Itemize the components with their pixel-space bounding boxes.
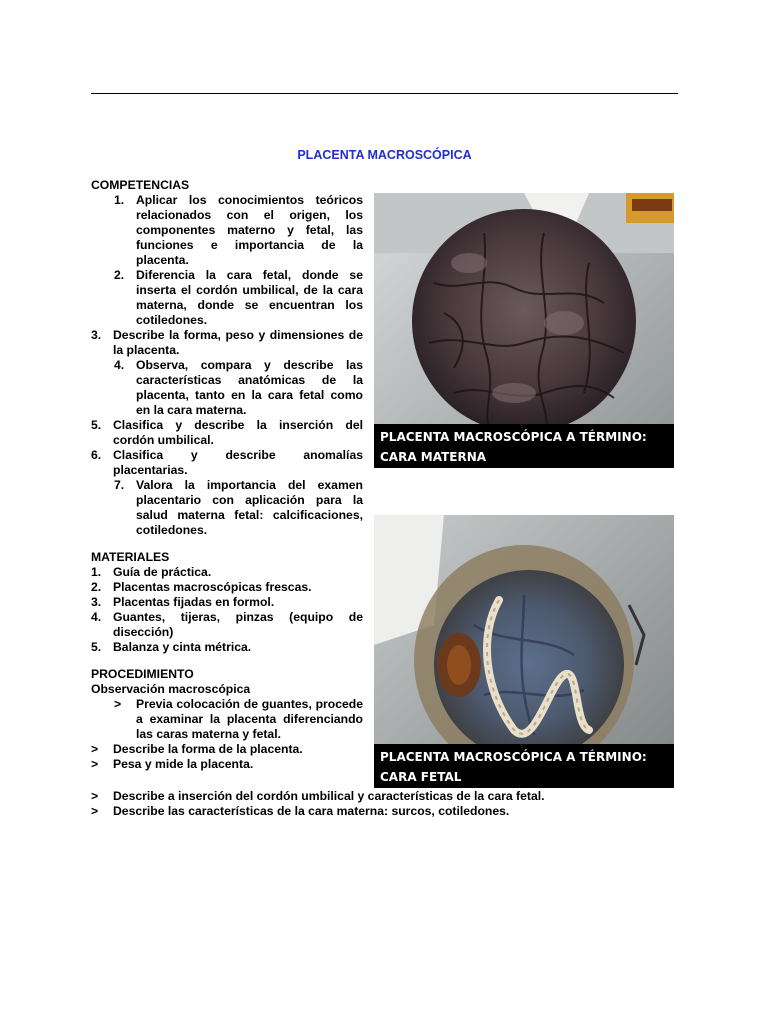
item-number: 1. [91, 565, 102, 579]
material-item [91, 565, 363, 580]
procedimiento-item [91, 697, 363, 742]
caption-line: PLACENTA MACROSCÓPICA A TÉRMINO: [380, 750, 647, 764]
item-text: Pesa y mide la placenta. [113, 757, 254, 771]
item-text: Aplicar los conocimientos teóricos relacionados con el origen, los componentes materno y fetal, las funciones e importancia de la placenta. [136, 193, 363, 267]
caption-line: CARA FETAL [380, 770, 462, 784]
placenta-fetal-photo [374, 515, 674, 788]
material-item [91, 580, 363, 595]
item-number: 4. [91, 610, 102, 624]
item-number: 1. [114, 193, 125, 207]
item-text: Describe las características de la cara materna: surcos, cotiledones. [113, 804, 510, 818]
item-text: Clasifica y describe anomalías placentarias. [113, 448, 363, 477]
item-text: Clasifica y describe la inserción del cordón umbilical. [113, 418, 363, 447]
competencia-item [91, 268, 363, 328]
item-number: 5. [91, 418, 102, 432]
header-rule [91, 93, 678, 94]
material-item [91, 640, 363, 655]
item-number: 2. [91, 580, 102, 594]
item-bullet: > [91, 804, 99, 818]
item-bullet: > [91, 789, 99, 803]
item-text: Valora la importancia del examen placentario con aplicación para la salud materna fetal: calcificaciones, cotiledones. [136, 478, 363, 537]
procedimiento-subheading: Observación macroscópica [91, 682, 251, 696]
procedimiento-item [91, 789, 681, 804]
competencia-item [91, 193, 363, 268]
item-text: Placentas fijadas en formol. [113, 595, 275, 609]
left-text-column [91, 178, 363, 772]
item-number: 3. [91, 595, 102, 609]
competencia-item [91, 478, 363, 538]
procedimiento-item [91, 742, 363, 757]
material-item [91, 610, 363, 640]
competencia-item [91, 448, 363, 478]
caption-line: CARA MATERNA [380, 450, 487, 464]
procedimiento-item [91, 804, 681, 819]
item-text: Previa colocación de guantes, procede a examinar la placenta diferenciando las caras materna y fetal. [136, 697, 363, 741]
item-bullet: > [114, 697, 122, 711]
procedimiento-heading: PROCEDIMIENTO [91, 667, 194, 681]
item-text: Diferencia la cara fetal, donde se inserta el cordón umbilical, de la cara materna, donde se encuentran los cotiledones. [136, 268, 363, 327]
item-number: 4. [114, 358, 125, 372]
caption-line: PLACENTA MACROSCÓPICA A TÉRMINO: [380, 430, 647, 444]
item-number: 5. [91, 640, 102, 654]
item-text: Balanza y cinta métrica. [113, 640, 252, 654]
materiales-heading: MATERIALES [91, 550, 170, 564]
competencia-item [91, 328, 363, 358]
item-bullet: > [91, 742, 99, 756]
procedimiento-wide-lines [91, 789, 681, 819]
item-text: Placentas macroscópicas frescas. [113, 580, 312, 594]
placenta-maternal-photo [374, 193, 674, 468]
item-number: 3. [91, 328, 102, 342]
procedimiento-item [91, 757, 363, 772]
item-number: 6. [91, 448, 102, 462]
item-text: Describe a inserción del cordón umbilical y características de la cara fetal. [113, 789, 545, 803]
competencia-item [91, 358, 363, 418]
item-bullet: > [91, 757, 99, 771]
competencia-item [91, 418, 363, 448]
competencias-heading: COMPETENCIAS [91, 178, 190, 192]
item-text: Guía de práctica. [113, 565, 212, 579]
item-text: Describe la forma, peso y dimensiones de la placenta. [113, 328, 363, 357]
item-text: Guantes, tijeras, pinzas (equipo de disección) [113, 610, 363, 639]
fetal-photo-caption [374, 744, 674, 788]
item-number: 7. [114, 478, 125, 492]
material-item [91, 595, 363, 610]
item-text: Describe la forma de la placenta. [113, 742, 303, 756]
maternal-photo-caption [374, 424, 674, 468]
page-title: PLACENTA MACROSCÓPICA [297, 148, 472, 162]
item-number: 2. [114, 268, 125, 282]
item-text: Observa, compara y describe las características anatómicas de la placenta, tanto en la cara fetal como en la cara materna. [136, 358, 363, 417]
